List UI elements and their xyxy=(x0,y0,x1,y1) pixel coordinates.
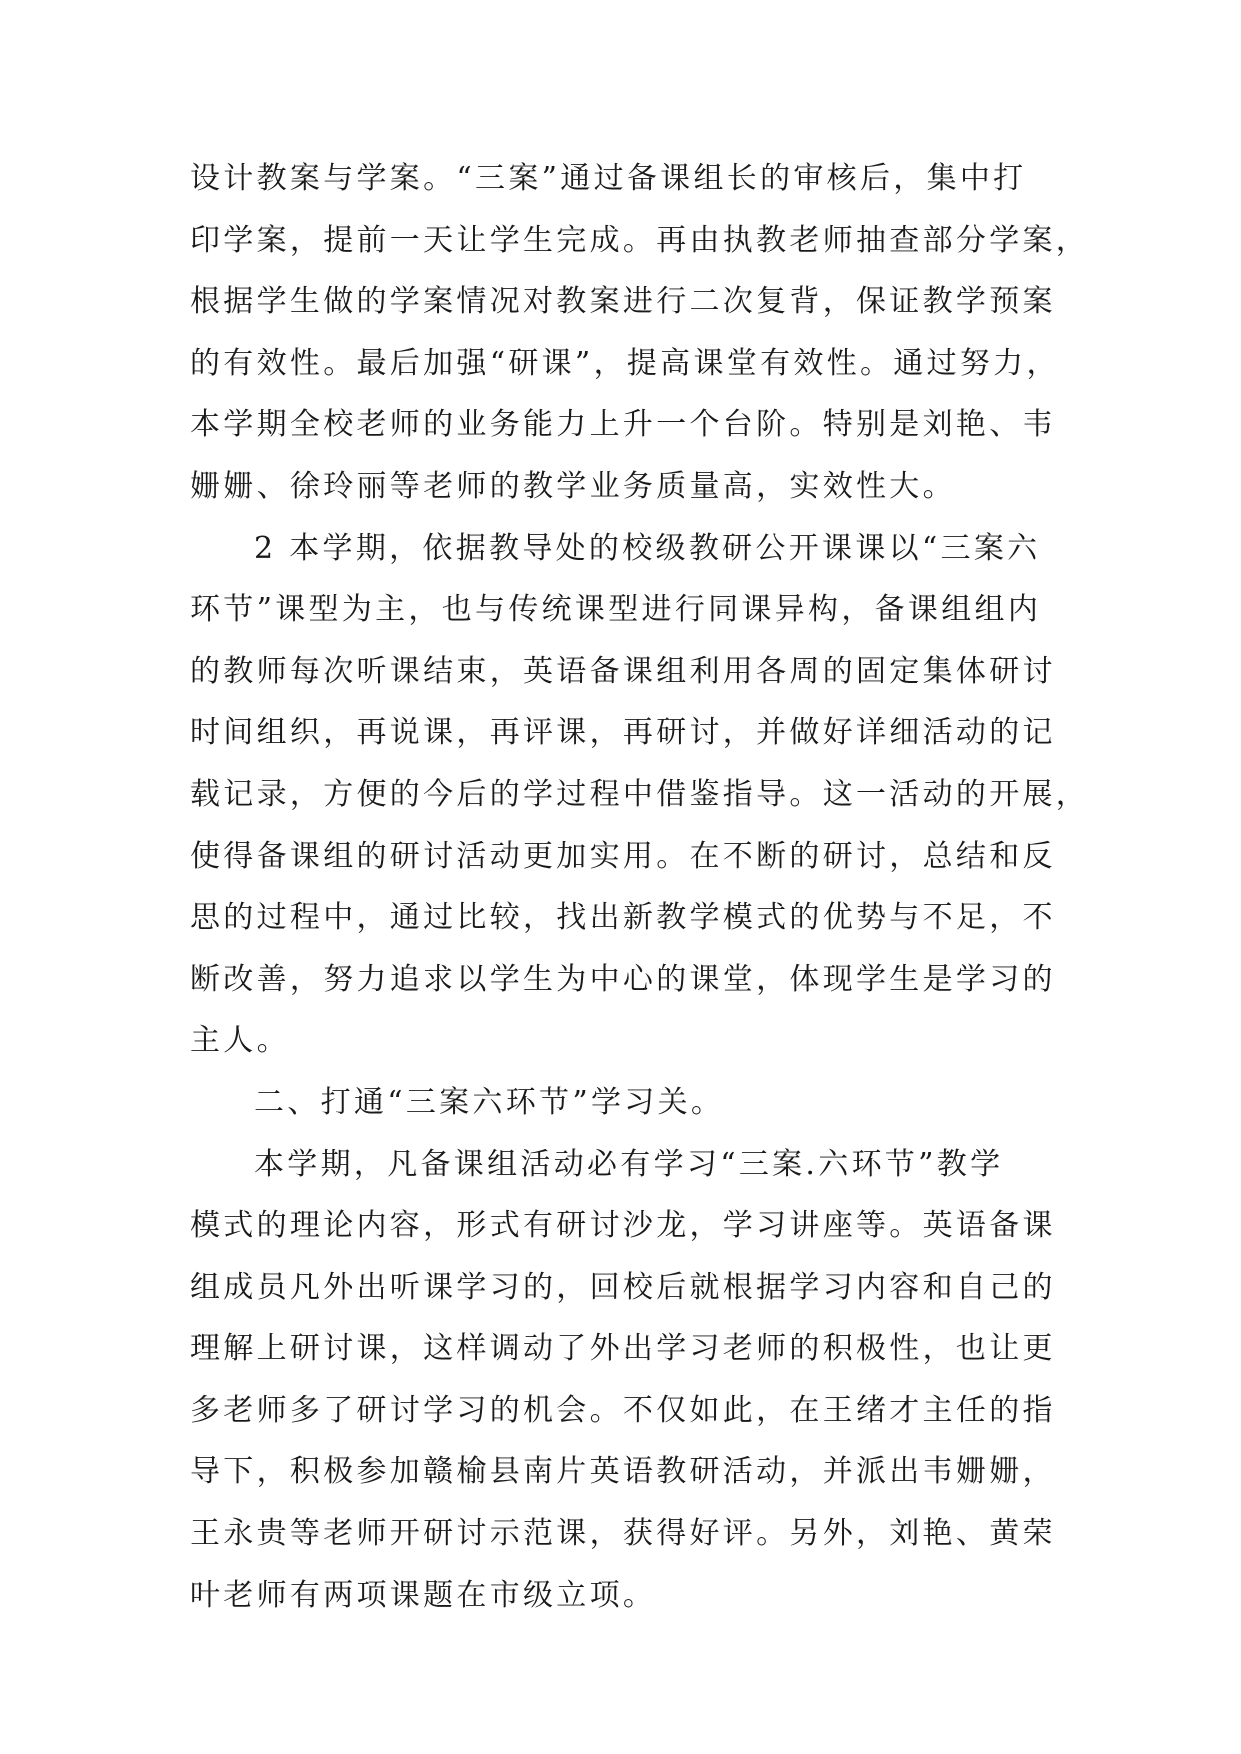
text-line: 载记录，方便的今后的学过程中借鉴指导。这一活动的开展， xyxy=(190,776,1090,812)
text-line: 王永贵等老师开研讨示范课，获得好评。另外，刘艳、黄荣 xyxy=(190,1516,1056,1552)
text-line: 设计教案与学案。“三案”通过备课组长的审核后，集中打 xyxy=(190,161,1027,196)
text-line: 时间组织，再说课，再评课，再研讨，并做好详细活动的记 xyxy=(190,715,1056,751)
text-line: 2 本学期，依据教导处的校级教研公开课课以“三案六 xyxy=(254,530,1041,566)
text-line: 本学期全校老师的业务能力上升一个台阶。特别是刘艳、韦 xyxy=(190,407,1056,443)
text-line: 理解上研讨课，这样调动了外出学习老师的积极性，也让更 xyxy=(190,1331,1056,1367)
text-line: 思的过程中，通过比较，找出新教学模式的优势与不足，不 xyxy=(190,900,1056,936)
text-line: 根据学生做的学案情况对教案进行二次复背，保证教学预案 xyxy=(190,284,1056,320)
text-line: 姗姗、徐玲丽等老师的教学业务质量高，实效性大。 xyxy=(190,468,956,504)
section-heading: 二、打通“三案六环节”学习关。 xyxy=(254,1084,725,1120)
text-line: 主人。 xyxy=(190,1023,290,1059)
text-line: 断改善，努力追求以学生为中心的课堂，体现学生是学习的 xyxy=(190,961,1056,997)
text-line: 印学案，提前一天让学生完成。再由执教老师抽查部分学案， xyxy=(190,222,1090,258)
text-line: 本学期，凡备课组活动必有学习“三案.六环节”教学 xyxy=(254,1146,1004,1182)
text-line: 多老师多了研讨学习的机会。不仅如此，在王绪才主任的指 xyxy=(190,1392,1056,1428)
text-line: 叶老师有两项课题在市级立项。 xyxy=(190,1577,657,1613)
text-line: 环节”课型为主，也与传统课型进行同课异构，备课组组内 xyxy=(190,592,1042,628)
document-body xyxy=(190,148,1090,1626)
text-line: 模式的理论内容，形式有研讨沙龙，学习讲座等。英语备课 xyxy=(190,1208,1056,1244)
text-line: 的有效性。最后加强“研课”，提高课堂有效性。通过努力， xyxy=(190,345,1060,381)
text-line: 使得备课组的研讨活动更加实用。在不断的研讨，总结和反 xyxy=(190,838,1056,874)
text-line: 的教师每次听课结束，英语备课组利用各周的固定集体研讨 xyxy=(190,653,1056,689)
text-line: 组成员凡外出听课学习的，回校后就根据学习内容和自己的 xyxy=(190,1269,1056,1305)
text-line: 导下，积极参加赣榆县南片英语教研活动，并派出韦姗姗， xyxy=(190,1454,1056,1490)
